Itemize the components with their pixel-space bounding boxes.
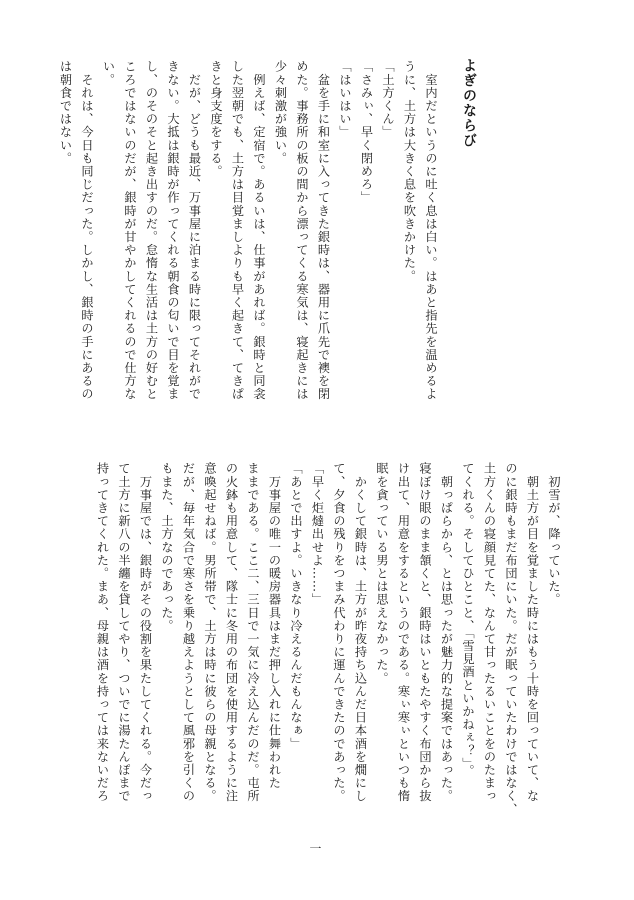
text-line: した翌朝でも、土方は目覚ましよりも早く起きて、てきぱ <box>230 60 245 401</box>
text-line: 朝っぱらから、とは思ったが魅力的な提案ではあった。 <box>439 462 454 803</box>
text-line: 土方くんの寝顔見てた、なんて甘ったるいことをのたまっ <box>482 462 497 803</box>
page-number: 一 <box>308 842 322 854</box>
text-line: け出て、用意をするというのである。寒ぃ寒ぃといつも惰 <box>396 462 411 803</box>
text-line: 寝ぼけ眼のまま頷くと、銀時はいともたやすく布団から抜 <box>418 462 432 803</box>
text-line: 「さみぃ、早く閉めろ」 <box>359 60 374 205</box>
text-line: 意喚起せねば。男所帯で、土方は時に彼らの母親となる。 <box>203 462 217 803</box>
text-line: 初雪が、降っていた。 <box>547 462 561 607</box>
text-line: 盆を手に和室に入ってきた銀時は、器用に爪先で襖を閉 <box>316 60 331 401</box>
text-line: 眠を貪っている男とは思えなかった。 <box>375 462 389 685</box>
chapter-title: よぎのならび <box>461 58 477 148</box>
text-line: 室内だというのに吐く息は白い。はあと指先を温めるよ <box>424 60 438 401</box>
text-line: 「土方くん」 <box>381 60 395 139</box>
text-line: もまた、土方なのであった。 <box>160 462 174 633</box>
lower-text-block <box>91 462 564 842</box>
text-line: て土方に新八の半纏を貸してやり、ついでに湯たんぽまで <box>117 462 131 803</box>
text-line: かくして銀時は、土方が昨夜持ち込んだ日本酒を燗にし <box>353 462 368 803</box>
text-line: 朝土方が目を覚ました時にはもう十時を回っていて、な <box>525 462 540 803</box>
text-line: 持ってきてくれた。まあ、母親は酒を持っては来ないだろ <box>95 462 110 803</box>
text-line: それは、今日も同じだった。しかし、銀時の手にあるの <box>80 60 94 401</box>
text-line: ままである。ここ二、三日で一気に冷え込んだのだ。屯所 <box>246 462 260 803</box>
text-line: だが、毎年気合で寒さを乗り越えようとして風邪を引くの <box>181 462 196 803</box>
text-line: い。 <box>101 60 116 87</box>
text-line: 少々刺激が強い。 <box>273 60 288 165</box>
text-line: 「あとで出すよ。いきなり冷えるんだもんなぁ」 <box>289 462 303 751</box>
upper-text-block <box>54 60 441 425</box>
text-line: うに、土方は大きく息を吹きかけた。 <box>402 60 417 283</box>
text-line: 例えば、定宿で。あるいは、仕事があれば。銀時と同衾 <box>252 60 266 401</box>
text-line: てくれる。そしてひとこと、「雪見酒といかねぇ？」。 <box>461 462 475 778</box>
text-line: 万事屋の唯一の暖房器具はまだ押し入れに仕舞われた <box>267 462 282 790</box>
text-line: の火鉢も用意して、隊士に冬用の布団を使用するように注 <box>224 462 239 803</box>
text-line: めた。事務所の板の間から漂ってくる寒気は、寝起きには <box>295 60 309 401</box>
text-line: だが、どうも最近、万事屋に泊まる時に限ってそれがで <box>187 60 202 401</box>
text-line: 「早く炬燵出せよ……」 <box>310 462 325 607</box>
text-line: 万事屋では、銀時がその役割を果たしてくれる。今だっ <box>138 462 153 803</box>
text-line: は朝食ではない。 <box>58 60 73 165</box>
text-line: し、のそのそと起き出すのだ。怠惰な生活は土方の好むと <box>144 60 159 401</box>
text-line: 「はいはい」 <box>338 60 352 139</box>
text-line: ころではないのだが、銀時が甘やかしてくれるので仕方な <box>123 60 137 401</box>
text-line: きない。大抵は銀時が作ってくれる朝食の匂いで目を覚ま <box>166 60 180 401</box>
text-line: て、夕食の残りをつまみ代わりに運んできたのであった。 <box>332 462 346 803</box>
text-line: きと身支度をする。 <box>209 60 223 178</box>
text-line: のに銀時もまだ布団にいた。だが眠っていたわけではなく、 <box>504 462 518 816</box>
